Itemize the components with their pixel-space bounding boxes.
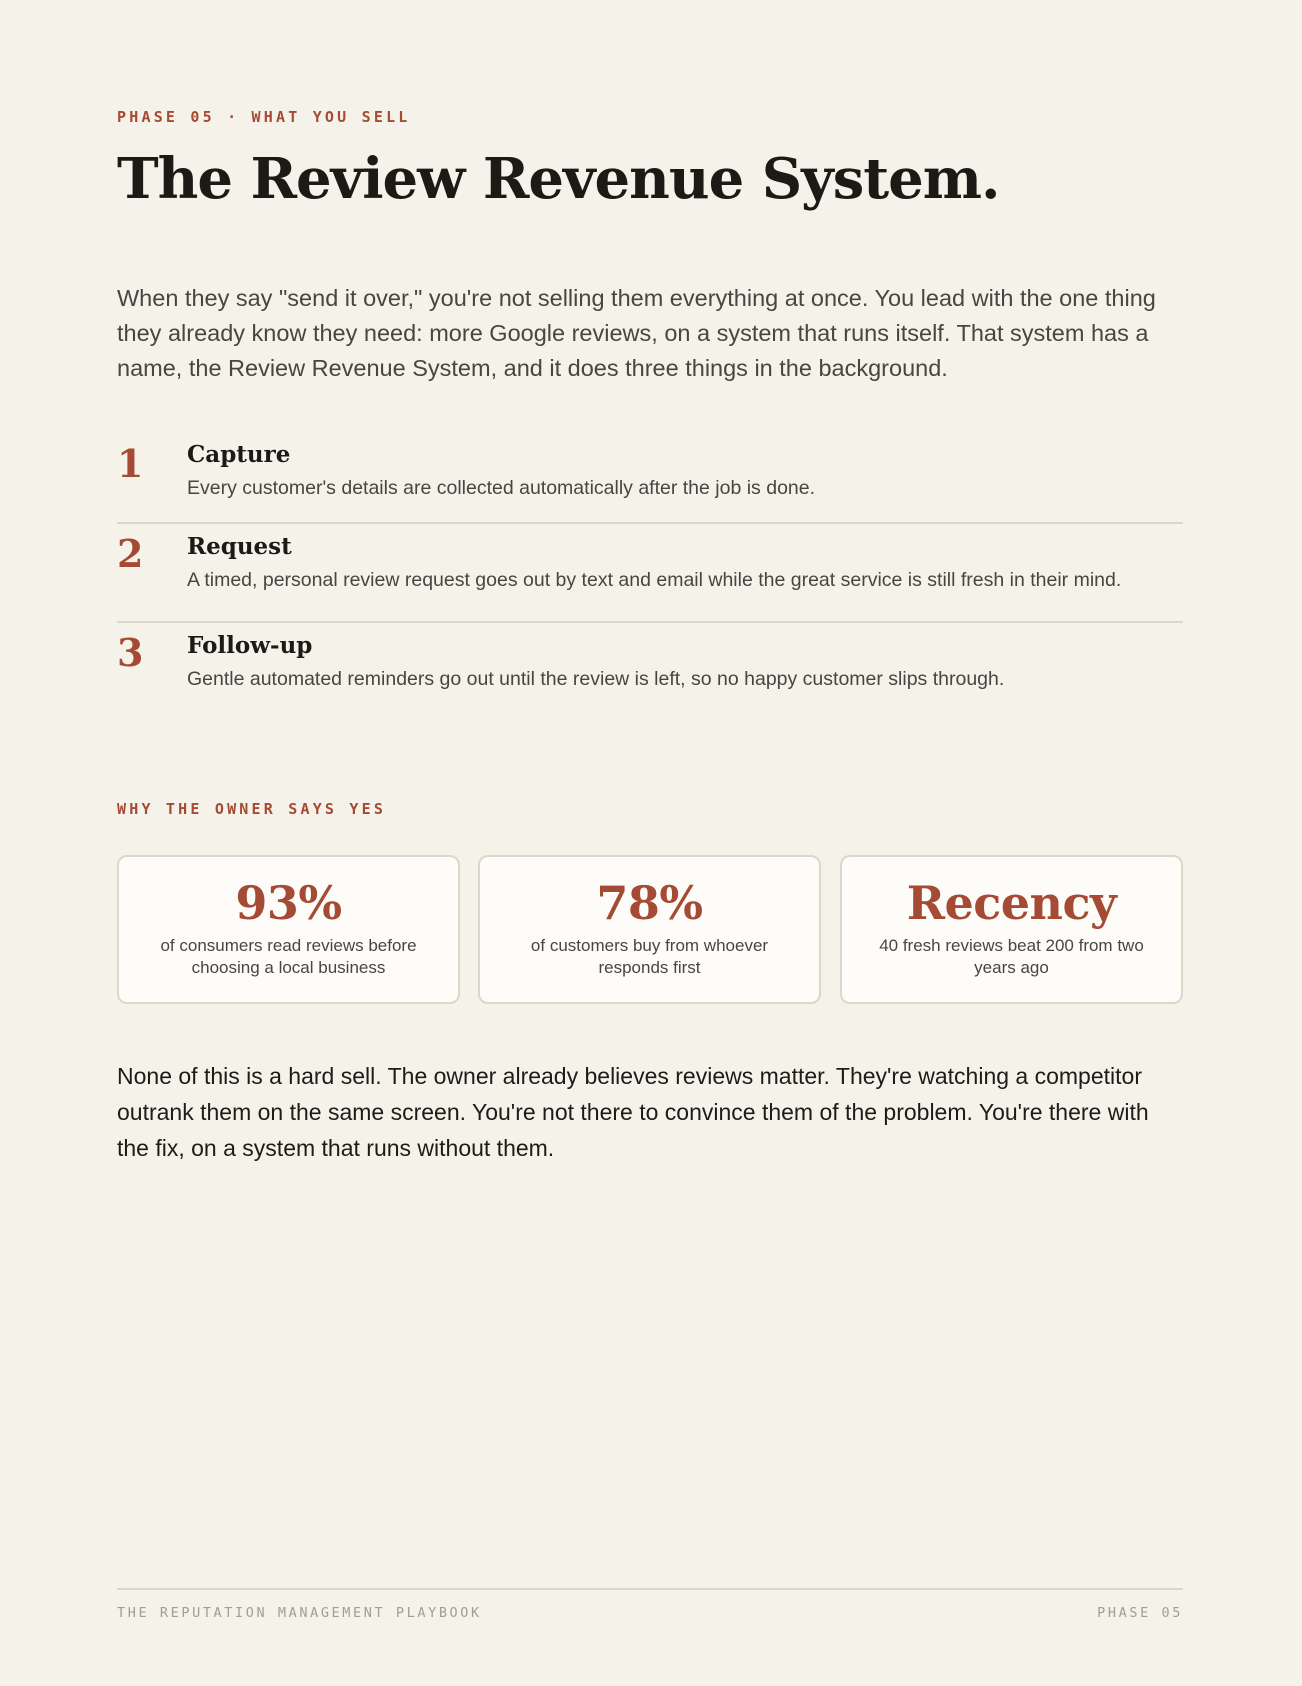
- step-number: 1: [117, 441, 144, 486]
- stat-label: of consumers read reviews before choosing a local business: [160, 936, 417, 977]
- stat-value: Recency: [906, 876, 1117, 930]
- step-body: [187, 440, 1183, 502]
- step-title: Capture: [187, 441, 291, 468]
- footer-phase-label: PHASE 05: [1097, 1605, 1183, 1621]
- step-description: A timed, personal review request goes out by text and email while the great service is still fresh in their mind.: [187, 569, 1122, 591]
- step-capture: [117, 432, 1183, 524]
- step-request: [117, 524, 1183, 623]
- step-number: 3: [117, 630, 144, 675]
- footer-playbook-title: THE REPUTATION MANAGEMENT PLAYBOOK: [117, 1605, 482, 1621]
- page-title: The Review Revenue System.: [117, 146, 1000, 212]
- stat-label: 40 fresh reviews beat 200 from two years ago: [879, 936, 1144, 977]
- steps-list: [117, 432, 1183, 722]
- stat-value: 93%: [235, 876, 342, 930]
- phase-eyebrow: PHASE 05 · WHAT YOU SELL: [117, 108, 411, 126]
- step-body: [187, 532, 1183, 594]
- step-follow-up: [117, 623, 1183, 722]
- step-title: Follow-up: [187, 632, 313, 659]
- step-description: Every customer's details are collected automatically after the job is done.: [187, 477, 816, 499]
- step-number: 2: [117, 531, 144, 576]
- document-page: [117, 0, 1183, 1686]
- stat-card-consumers-read-reviews: [117, 855, 460, 1004]
- intro-paragraph: When they say "send it over," you're not selling them everything at once. You lead with the one thing they already know they need: more Google reviews, on a system that runs itself. That system has a name, the Review Revenue System, and it does three things in the background.: [117, 285, 1156, 381]
- closing-paragraph: None of this is a hard sell. The owner already believes reviews matter. They're watching a competitor outrank them on the same screen. You're not there to convince them of the problem. You're there with the fix, on a system that runs without them.: [117, 1063, 1149, 1161]
- step-description: Gentle automated reminders go out until the review is left, so no happy customer slips through.: [187, 668, 1005, 690]
- step-title: Request: [187, 533, 292, 560]
- stats-row: [117, 855, 1183, 1004]
- stat-card-responds-first: [478, 855, 821, 1004]
- step-body: [187, 631, 1183, 693]
- stat-label: of customers buy from whoever responds first: [530, 936, 769, 977]
- stat-value: 78%: [596, 876, 703, 930]
- footer-divider: [117, 1588, 1183, 1590]
- stat-card-recency: [840, 855, 1183, 1004]
- why-eyebrow: WHY THE OWNER SAYS YES: [117, 800, 387, 818]
